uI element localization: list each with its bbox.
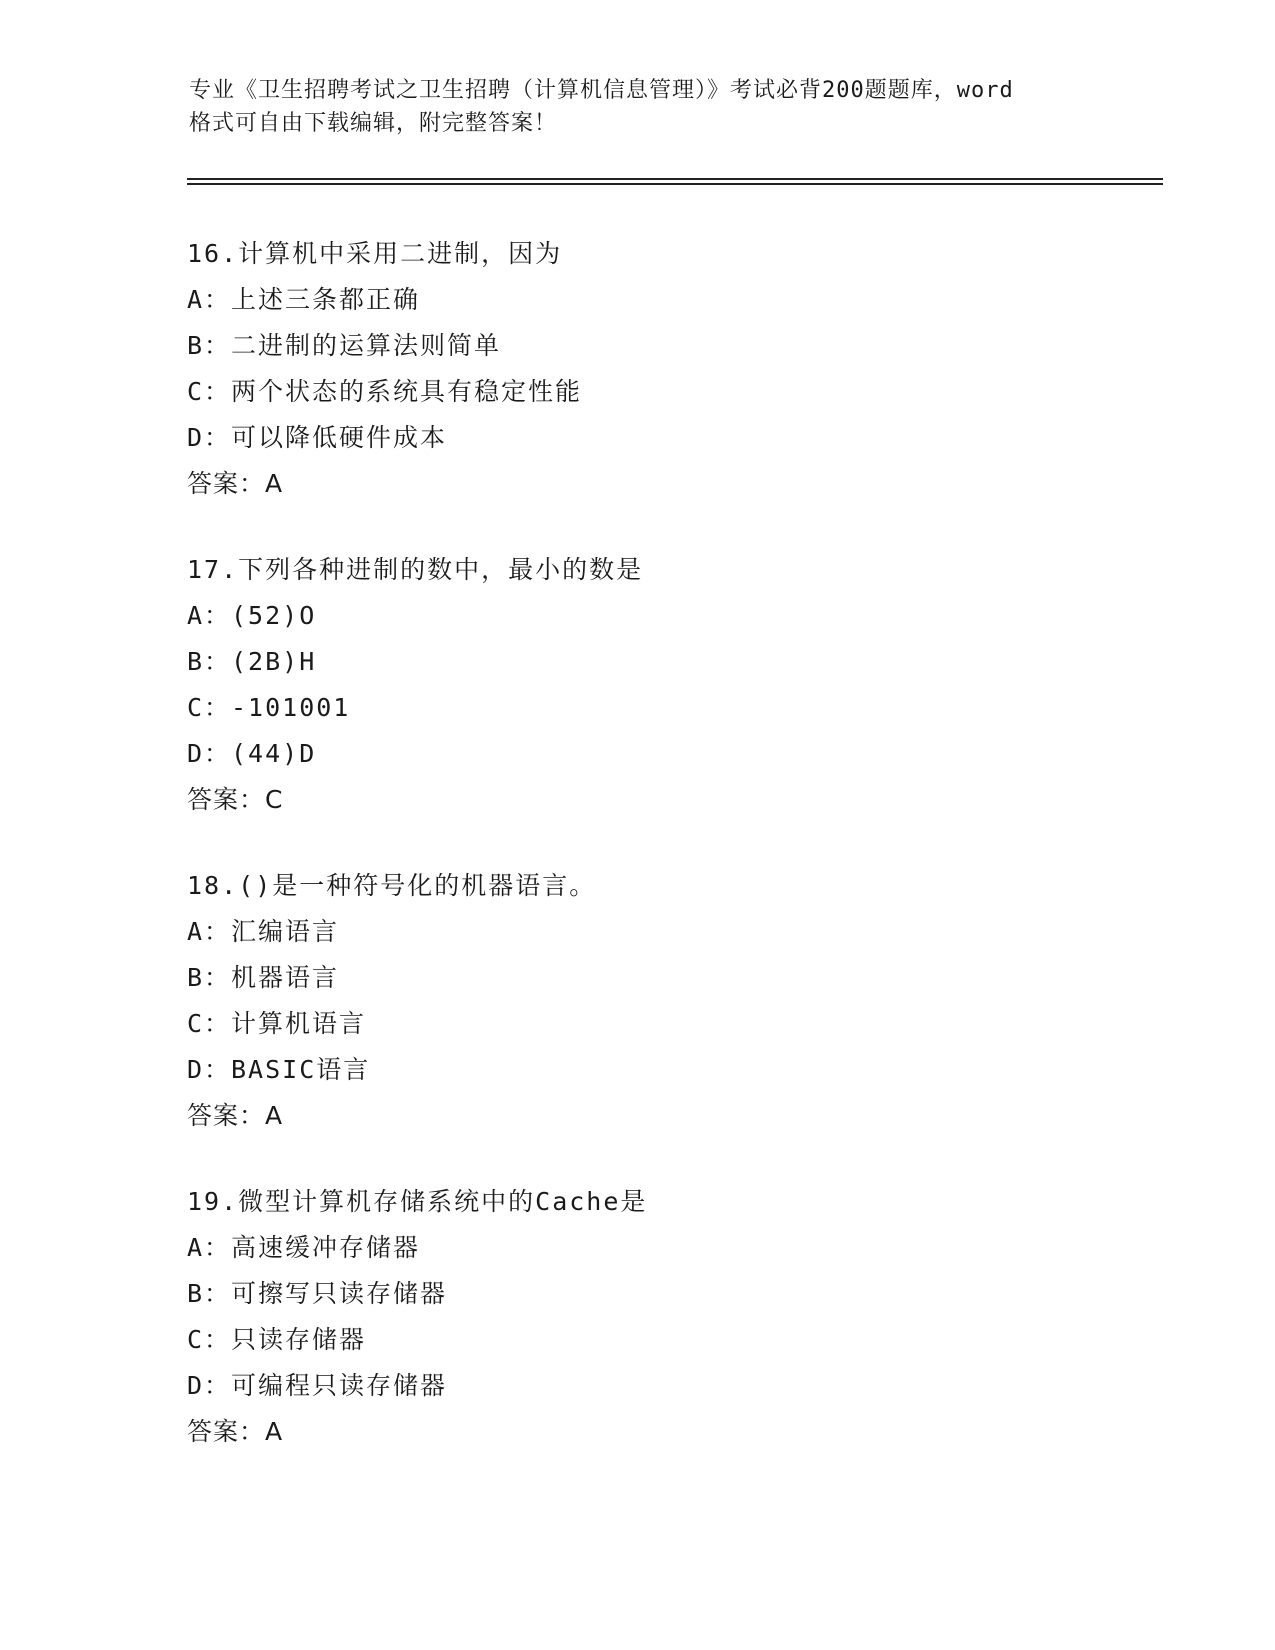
option-b [187,955,1167,1001]
header-line-1: 专业《卫生招聘考试之卫生招聘（计算机信息管理）》考试必背200题题库，word [189,78,1014,103]
question-list [187,231,1167,1495]
option-key: A： [187,917,232,946]
option-a [187,277,1167,323]
option-d [187,1363,1167,1409]
option-key: B： [187,963,232,992]
option-d [187,731,1167,777]
answer-line: 答案：C [187,785,284,814]
option-text: (2B)H [231,647,317,676]
option-text: 可以降低硬件成本 [231,423,448,452]
answer-line: 答案：A [187,1417,284,1446]
option-key: B： [187,331,232,360]
option-key: B： [187,1279,232,1308]
option-b [187,323,1167,369]
option-c [187,1001,1167,1047]
option-b [187,639,1167,685]
option-a [187,593,1167,639]
option-a [187,1225,1167,1271]
option-key: D： [187,739,232,768]
option-key: C： [187,693,232,722]
question-18 [187,863,1167,1139]
option-text: (52)O [231,601,317,630]
option-text: 只读存储器 [231,1325,367,1354]
option-text: 可编程只读存储器 [231,1371,448,1400]
option-key: A： [187,601,232,630]
answer-line: 答案：A [187,1101,284,1130]
option-key: A： [187,1233,232,1262]
option-d [187,415,1167,461]
question-stem: 16.计算机中采用二进制，因为 [187,239,563,268]
option-c [187,685,1167,731]
option-b [187,1271,1167,1317]
header-divider-top [187,178,1163,180]
option-key: D： [187,423,232,452]
option-key: D： [187,1055,232,1084]
option-text: -101001 [231,693,351,722]
question-stem: 19.微型计算机存储系统中的Cache是 [187,1187,648,1216]
option-text: 汇编语言 [231,917,340,946]
question-16 [187,231,1167,507]
option-c [187,1317,1167,1363]
option-c [187,369,1167,415]
option-key: A： [187,285,232,314]
option-d [187,1047,1167,1093]
option-text: 两个状态的系统具有稳定性能 [231,377,583,406]
option-text: BASIC语言 [231,1055,371,1084]
option-text: 上述三条都正确 [231,285,421,314]
option-text: 二进制的运算法则简单 [231,331,502,360]
option-text: 可擦写只读存储器 [231,1279,448,1308]
option-key: C： [187,377,232,406]
option-text: 计算机语言 [231,1009,367,1038]
option-a [187,909,1167,955]
document-header [189,74,1089,140]
question-17 [187,547,1167,823]
header-divider-bottom [187,183,1163,185]
option-text: (44)D [231,739,317,768]
question-stem: 18.()是一种符号化的机器语言。 [187,871,597,900]
option-key: C： [187,1009,232,1038]
option-key: B： [187,647,232,676]
option-text: 高速缓冲存储器 [231,1233,421,1262]
question-stem: 17.下列各种进制的数中，最小的数是 [187,555,644,584]
header-line-2: 格式可自由下载编辑，附完整答案！ [189,111,558,136]
option-key: D： [187,1371,232,1400]
option-key: C： [187,1325,232,1354]
question-19 [187,1179,1167,1455]
answer-line: 答案：A [187,469,284,498]
option-text: 机器语言 [231,963,340,992]
